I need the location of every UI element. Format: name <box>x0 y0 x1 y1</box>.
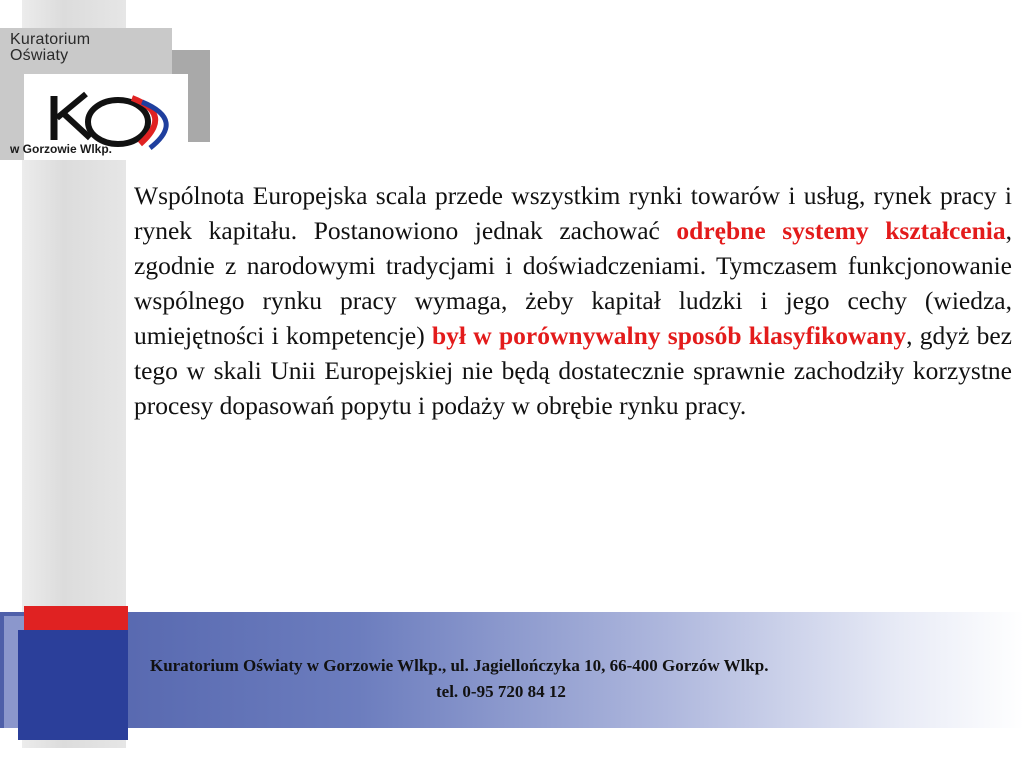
paragraph-part-2: , zgodnie z narodowymi tradycjami i doświadczeniami. Tymczasem funkcjonowanie wspólnego rynku pracy wymaga, żeby kapitał ludzki i jego cechy (wiedza, umiejętności i kompetencje) <box>134 216 1012 350</box>
footer-phone: tel. 0-95 720 84 12 <box>436 682 566 701</box>
footer-blue-block <box>18 630 128 740</box>
logo-title-line2: Oświaty <box>10 47 69 64</box>
highlight-classification: był w porównywalny sposób klasyfikowany <box>432 321 907 350</box>
paragraph-part-3: , gdyż bez tego w skali Unii Europejskiej nie będą dostatecznie sprawnie zachodziły korzystne procesy dopasowań popytu i podaży w obrębie rynku pracy. <box>134 321 1012 420</box>
main-paragraph <box>134 178 1012 423</box>
logo <box>0 28 172 160</box>
highlight-systems: odrębne systemy kształcenia <box>676 216 1006 245</box>
footer-address: Kuratorium Oświaty w Gorzowie Wlkp., ul. Jagiellończyka 10, 66-400 Gorzów Wlkp. <box>150 656 769 675</box>
logo-title-line1: Kuratorium <box>10 31 91 48</box>
logo-title <box>10 32 90 64</box>
footer-red-accent <box>24 606 128 630</box>
logo-subtitle: w Gorzowie Wlkp. <box>10 142 113 156</box>
paragraph-part-1: Wspólnota Europejska scala przede wszystkim rynki towarów i usług, rynek pracy i rynek kapitału. Postanowiono jednak zachować <box>134 181 1012 245</box>
